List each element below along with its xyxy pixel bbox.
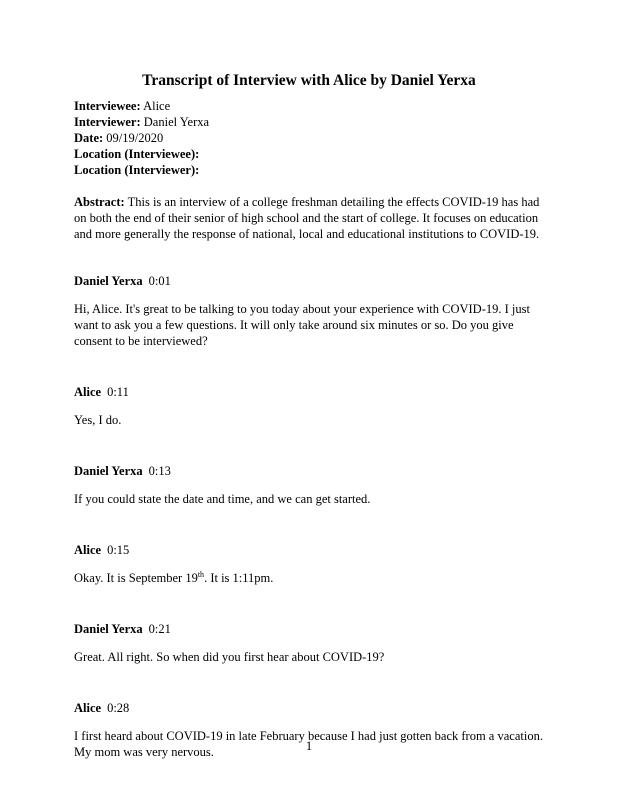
transcript-turn — [74, 273, 544, 349]
turn-text: Yes, I do. — [74, 413, 122, 427]
abstract-text: This is an interview of a college freshman detailing the effects COVID-19 has had on both the end of their senior of high school and the start of college. It focuses on education and more generally the response of national, local and educational institutions to COVID-19. — [74, 195, 540, 241]
abstract-label: Abstract: — [74, 195, 125, 209]
meta-location-interviewer: Location (Interviewer): — [74, 163, 200, 177]
abstract — [74, 194, 544, 242]
meta-interviewer: Interviewer: Daniel Yerxa — [74, 115, 210, 129]
meta-location-interviewee: Location (Interviewee): — [74, 147, 200, 161]
meta-interviewee: Interviewee: Alice — [74, 99, 171, 113]
turn-text: Hi, Alice. It's great to be talking to you today about your experience with COVID-19. I just want to ask you a few questions. It will only take around six minutes or so. Do you give consent to be interviewed? — [74, 302, 530, 348]
speaker-name: Daniel Yerxa — [74, 622, 143, 636]
timestamp: 0:21 — [148, 622, 171, 636]
transcript-turn — [74, 384, 544, 428]
speaker-name: Alice — [74, 543, 102, 557]
turn-text: Great. All right. So when did you first hear about COVID-19? — [74, 650, 385, 664]
timestamp: 0:11 — [107, 385, 129, 399]
transcript-turn — [74, 621, 544, 665]
transcript — [74, 273, 544, 795]
speaker-name: Alice — [74, 701, 102, 715]
speaker-name: Daniel Yerxa — [74, 464, 143, 478]
transcript-turn — [74, 542, 544, 586]
transcript-turn — [74, 463, 544, 507]
timestamp: 0:15 — [107, 543, 130, 557]
timestamp: 0:13 — [148, 464, 171, 478]
speaker-name: Alice — [74, 385, 102, 399]
speaker-name: Daniel Yerxa — [74, 274, 143, 288]
timestamp: 0:28 — [107, 701, 130, 715]
turn-text: Okay. It is September 19th. It is 1:11pm. — [74, 569, 274, 585]
page-number: 1 — [305, 739, 313, 753]
interview-metadata — [74, 98, 209, 178]
document-title: Transcript of Interview with Alice by Daniel Yerxa — [142, 72, 476, 89]
timestamp: 0:01 — [148, 274, 171, 288]
turn-text: If you could state the date and time, and we can get started. — [74, 492, 371, 506]
meta-date: Date: 09/19/2020 — [74, 131, 164, 145]
turn-text: I first heard about COVID-19 in late February because I had just gotten back from a vacation. My mom was very nervous. — [74, 729, 543, 759]
